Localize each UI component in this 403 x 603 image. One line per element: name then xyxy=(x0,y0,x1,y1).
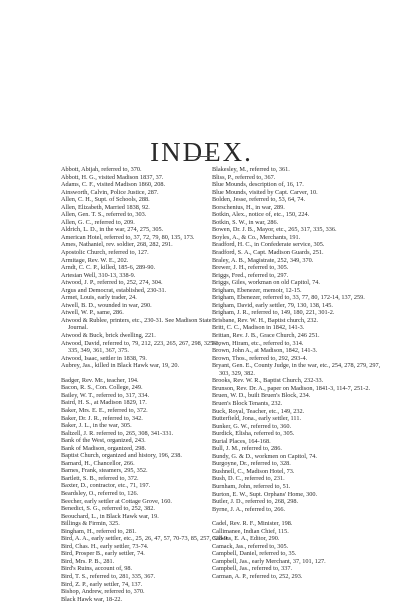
index-entry: Carman, A. P., referred to, 252, 293. xyxy=(212,572,303,580)
index-entry: Armet, Louis, early trader, 24. xyxy=(61,294,137,302)
index-entry: Brunson, Rev. Dr. A., paper on Madison, 1841-3, 114-7, 251-2. xyxy=(212,384,371,392)
index-entry: Argus and Democrat, established, 230-31. xyxy=(61,286,167,294)
index-entry: Baker, Dr. J. R., referred to, 342. xyxy=(61,414,143,422)
index-entry: Brigham, Ebenezer, memoir, 12-15. xyxy=(212,286,302,294)
index-entry: Atwood, David, referred to, 79, 212, 223, 265, 267, 298, 325-1, 335, 349, 361, 367, 375. xyxy=(61,339,221,355)
index-entry: Bowen, Dr. J. B., Mayor, etc., 265, 317, 335, 336. xyxy=(212,226,337,234)
index-entry: Borschenius, H., in war, 289. xyxy=(212,203,285,211)
index-entry: Bradford, S. A., Capt. Madison Guards, 251. xyxy=(212,249,324,257)
index-entry: Beecher, early settler at Cottage Grove, 160. xyxy=(61,497,172,505)
index-entry: Bird, A. A., early settler, etc., 25, 26, 47, 57, 70-73, 85, 257, 328-9. xyxy=(61,535,229,543)
index-entry: Adams, C. F., visited Madison 1860, 208. xyxy=(61,181,166,189)
index-entry: Bird, Chas. H., early settler, 73-74. xyxy=(61,542,149,550)
index-entry: Burton, E. W., Supt. Orphans' Home, 300. xyxy=(212,490,318,498)
index-entry: Bingham, H., referred to, 281. xyxy=(61,527,137,535)
index-entry: Burdick, Elisha, referred to, 305. xyxy=(212,430,295,438)
index-entry: Aldrich, L. D., in the war, 274, 275, 305. xyxy=(61,226,164,234)
index-entry: Bank of the West, organized, 243. xyxy=(61,437,146,445)
index-entry: Allen, G. C., referred to, 209. xyxy=(61,218,135,226)
index-entry: Brittan, Rev. J. B., Grace Church, 246 251. xyxy=(212,332,320,340)
index-entry: Calkins, E. A., Editor, 290. xyxy=(212,535,280,543)
index-entry: Brooks, Rev. W. R., Baptist Church, 232-33. xyxy=(212,377,324,385)
index-entry: Butterfield, Jona., early settler, 111. xyxy=(212,415,302,423)
index-entry: Byrne, J. A., referred to, 266. xyxy=(212,505,286,513)
index-entry: Baker, Mrs. E. E., referred to, 372. xyxy=(61,406,148,414)
index-entry: Arndt, C. C. P., killed, 185-6, 289-90. xyxy=(61,264,156,272)
index-entry: Botkin, Alex., notice of, etc., 150, 224. xyxy=(212,211,310,219)
title-rule xyxy=(188,156,214,157)
index-entry: Camack, Jas., referred to, 305. xyxy=(212,542,289,550)
index-entry: Atwood, Isaac, settler in 1838, 79. xyxy=(61,354,147,362)
index-entry: Brigham, J. R., referred to, 149, 180, 221, 301-2. xyxy=(212,309,335,317)
index-entry: Butler, J. D., referred to, 268, 298. xyxy=(212,498,299,506)
index-column-right xyxy=(212,166,384,581)
index-entry: Brown, Thos., referred to, 292, 293-4. xyxy=(212,354,308,362)
index-entry: Beouchard, L., in Black Hawk war, 19. xyxy=(61,512,159,520)
index-entry: Bird, T. S., referred to, 281, 335, 367. xyxy=(61,572,156,580)
index-entry: Bryant, Gen. E., County Judge, in the war, etc., 254, 278, 279, 297, 303, 329, 382. xyxy=(212,362,381,377)
index-entry: Baxter, D., contractor, etc., 71, 197. xyxy=(61,482,151,490)
index-entry: Ames, Nathaniel, rev. soldier, 268, 282, 291. xyxy=(61,241,173,249)
index-entry: Briggs, Giles, workman on old Capitol, 74. xyxy=(212,279,320,287)
index-entry: Botkin, S. W., in war, 286. xyxy=(212,218,279,226)
index-entry: Atwell, B. D., wounded in war, 290. xyxy=(61,301,152,309)
index-entry: Bird, Z. P., early settler, 74, 137. xyxy=(61,580,143,588)
index-entry: Bird's Ruins, account of, 98. xyxy=(61,565,133,573)
index-entry: Burial Places, 164-168. xyxy=(212,437,271,445)
index-entry: Abbott, H. G., visited Madison 1837, 37. xyxy=(61,173,164,181)
index-entry: Baptist Church, organized and history, 196, 238. xyxy=(61,452,182,460)
index-entry: Bruen, W. D., built Bruen's Block, 234. xyxy=(212,392,311,400)
index-entry: Bartlett, S. B., referred to, 372. xyxy=(61,474,139,482)
index-entry: American Hotel, referred to, 37, 72, 79, 80, 135, 173. xyxy=(61,233,195,241)
index-entry: Barnard, H., Chancellor, 266. xyxy=(61,459,135,467)
index-entry: Benedict, S. G., referred to, 252, 382. xyxy=(61,505,155,513)
index-entry: Bunker, G. W., referred to, 360. xyxy=(212,422,292,430)
index-entry: Briggs, Fred., referred to, 297. xyxy=(212,271,289,279)
index-entry: Cadel, Rev. R. F., Minister, 198. xyxy=(212,520,293,528)
index-entry: Burgoyne, Dr., referred to, 328. xyxy=(212,460,291,468)
index-entry: Bundy, G. & D., workmen on Capitol, 74. xyxy=(212,452,317,460)
index-entry: Bank of Madison, organized, 298. xyxy=(61,444,147,452)
index-entry: Baird, H. S., at Madison 1829, 17. xyxy=(61,399,147,407)
index-entry: Abbott, Abijah, referred to, 370. xyxy=(61,166,142,173)
index-entry: Barnes, Frank, steamers, 295, 352. xyxy=(61,467,148,475)
index-column-left xyxy=(61,166,231,603)
index-entry: Bishop, Andrew, referred to, 370. xyxy=(61,588,145,596)
index-entry: Britt, C. C., Madison in 1842, 141-3. xyxy=(212,324,305,332)
index-entry: Bliss, P., referred to, 367. xyxy=(212,173,276,181)
index-entry: Braley, A. B., Magistrate, 252, 349, 370. xyxy=(212,256,314,264)
index-entry: Brown, John A., at Madison, 1842, 141-3. xyxy=(212,347,318,355)
index-entry: Blakesley, M., referred to, 361. xyxy=(212,166,290,173)
index-entry: Allen, Elizabeth, Married 1838, 92. xyxy=(61,203,150,211)
index-entry: Bacon, R. S., Con. College, 249. xyxy=(61,384,143,392)
index-entry: Baker, J. L., in the war, 305. xyxy=(61,422,132,430)
index-entry: Badger, Rev. Mr., teacher, 194. xyxy=(61,376,139,384)
index-entry: Brewer, J. H., referred to, 305. xyxy=(212,264,289,272)
index-entry: Billings & Firmin, 325. xyxy=(61,520,120,528)
index-entry: Bailey, W. T., referred to, 317, 334. xyxy=(61,391,150,399)
index-entry: Atwood & Buck, brick dwelling, 221. xyxy=(61,332,156,340)
index-entry: Aubrey, Jas., killed in Black Hawk war, 19, 20. xyxy=(61,362,180,370)
index-entry: Apostolic Church, referred to, 127. xyxy=(61,249,149,257)
index-entry: Atwood, J. P., referred to, 252, 274, 304. xyxy=(61,279,163,287)
index-entry: Brigham, David, early settler, 79, 130, 138, 145. xyxy=(212,301,333,309)
index-entry: Black Hawk war, 18-22. xyxy=(61,595,123,603)
index-entry: Armitage, Rev. W. E., 202. xyxy=(61,256,129,264)
index-entry: Blue Mounds, description of, 16, 17. xyxy=(212,181,304,189)
index-entry: Callimanee, Indian Chief, 115. xyxy=(212,527,289,535)
index-entry: Artesian Well, 310-13, 338-9. xyxy=(61,271,136,279)
index-entry: Bull, J. M., referred to, 286. xyxy=(212,445,282,453)
index-entry: Baltzell, J. R. referred to, 265, 308, 341-331. xyxy=(61,429,174,437)
index-entry: Bolden, Jesse, referred to, 53, 64, 74. xyxy=(212,196,306,204)
index-entry: Brisbane, Rev. W. H., Baptist church, 232. xyxy=(212,316,319,324)
index-entry: Bird, Mrs. P. B., 281. xyxy=(61,557,115,565)
index-entry: Burnham, John, referred to, 51. xyxy=(212,482,291,490)
index-entry: Brigham, Ebenezer, referred to, 33, 77, 80, 172-14, 137, 259. xyxy=(212,294,365,302)
index-entry: Bird, Prosper B., early settler, 74. xyxy=(61,550,145,558)
index-entry: Allen, Gen. T. S., referred to, 303. xyxy=(61,211,147,219)
index-entry: Ainsworth, Calvin, Police Justice, 287. xyxy=(61,188,159,196)
index-entry: Allen, C. H., Supt. of Schools, 288. xyxy=(61,196,150,204)
index-entry: Bruen's Block Tenants, 232. xyxy=(212,399,283,407)
index-entry: Bushnell, C., Madison Hotel, 73. xyxy=(212,467,295,475)
index-entry: Brown, Hiram, etc., referred to, 314. xyxy=(212,339,304,347)
index-entry: Blue Mounds, visited by Capt. Carver, 10. xyxy=(212,188,318,196)
index-entry: Campbell, Daniel, referred to, 35. xyxy=(212,550,297,558)
index-entry: Atwell, W. P., same, 286. xyxy=(61,309,124,317)
index-entry: Campbell, Jas., early Merchant, 37, 101, 127. xyxy=(212,557,326,565)
index-entry: Campbell, Jas., referred to, 337. xyxy=(212,565,293,573)
index-entry: Beardsley, O., referred to, 126. xyxy=(61,489,139,497)
index-entry: Atwood & Rublee, printers, etc., 230-31. See Madison State Journal. xyxy=(61,316,212,332)
page-title: INDEX. xyxy=(150,137,253,168)
index-entry: Bradford, H. C., in Confederate service, 305. xyxy=(212,241,325,249)
index-entry: Bush, D. C., referred to, 231. xyxy=(212,475,285,483)
index-entry: Boyles, A., & Co., Merchants, 191. xyxy=(212,233,301,241)
index-entry: Buck, Royal, Teacher, etc., 149, 232. xyxy=(212,407,305,415)
